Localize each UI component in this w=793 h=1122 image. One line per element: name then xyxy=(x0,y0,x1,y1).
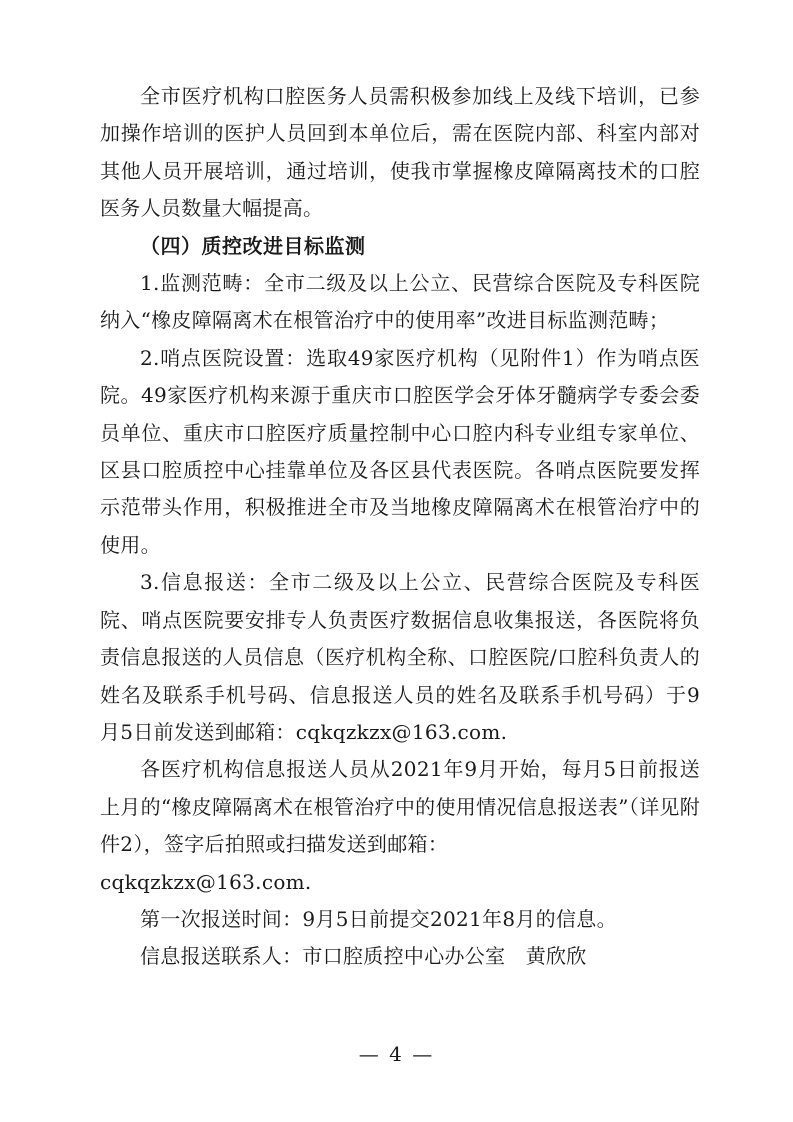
paragraph-information-reporting: 3.信息报送：全市二级及以上公立、民营综合医院及专科医院、哨点医院要安排专人负责医疗数据信息收集报送，各医院将负责信息报送的人员信息（医疗机构全称、口腔医院/口腔科负责人的姓名及联系手机号码、信息报送人员的姓名及联系手机号码）于9月5日前发送到邮箱：cqkqzkzx@163.com. xyxy=(100,570,700,744)
paragraph-monitoring-scope: 1.监测范畴：全市二级及以上公立、民营综合医院及专科医院纳入“橡皮障隔离术在根管治疗中的使用率”改进目标监测范畴； xyxy=(100,271,700,333)
paragraph-sentinel-hospitals: 2.哨点医院设置：选取49家医疗机构（见附件1）作为哨点医院。49家医疗机构来源于重庆市口腔医学会牙体牙髓病学专委会委员单位、重庆市口腔医疗质量控制中心口腔内科专业组专家单位、区县口腔质控中心挂靠单位及各区县代表医院。各哨点医院要发挥示范带头作用，积极推进全市及当地橡皮障隔离术在根管治疗中的使用。 xyxy=(100,345,700,557)
page-number: — 4 — xyxy=(358,1042,435,1066)
document-body xyxy=(100,78,700,976)
email-address-line: cqkqzkzx@163.com. xyxy=(100,869,312,894)
paragraph-monthly-reporting: 各医疗机构信息报送人员从2021年9月开始，每月5日前报送上月的“橡皮障隔离术在根管治疗中的使用情况信息报送表”（详见附件2），签字后拍照或扫描发送到邮箱： xyxy=(100,757,700,857)
paragraph-training: 全市医疗机构口腔医务人员需积极参加线上及线下培训，已参加操作培训的医护人员回到本单位后，需在医院内部、科室内部对其他人员开展培训，通过培训，使我市掌握橡皮障隔离技术的口腔医务人员数量大幅提高。 xyxy=(100,84,700,221)
paragraph-first-report-time: 第一次报送时间：9月5日前提交2021年8月的信息。 xyxy=(140,906,617,931)
section-heading-quality-control: （四）质控改进目标监测 xyxy=(140,233,366,258)
paragraph-contact-person: 信息报送联系人：市口腔质控中心办公室 黄欣欣 xyxy=(140,944,587,969)
